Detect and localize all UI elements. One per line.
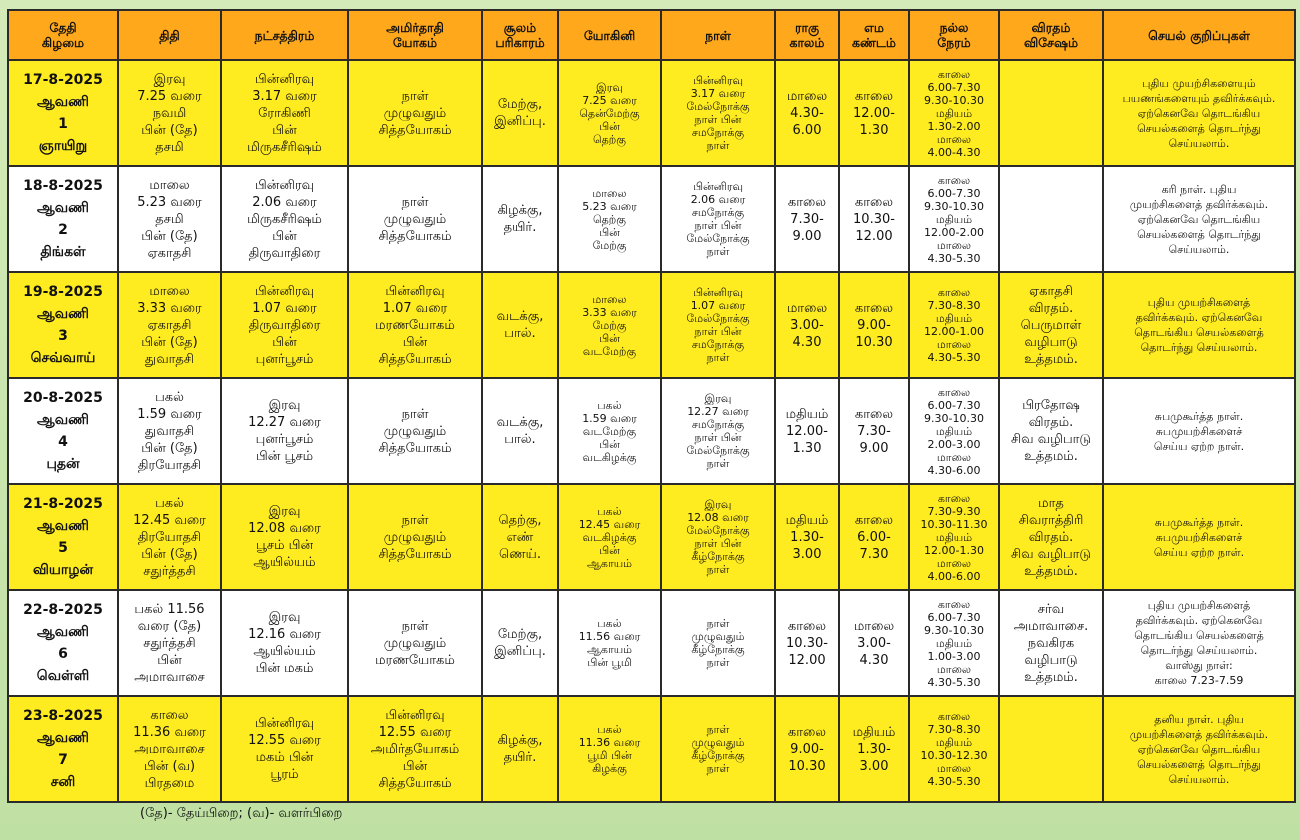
star-cell: பின்னிரவு 3.17 வரை ரோகிணி பின் மிருகசீரிஷம் [221, 60, 348, 166]
nalla-neram-cell: காலை 6.00-7.30 9.30-10.30 மதியம் 12.00-2.00 மாலை 4.30-5.30 [909, 166, 999, 272]
nalla-neram-cell: காலை 6.00-7.30 9.30-10.30 மதியம் 1.00-3.00 மாலை 4.30-5.30 [909, 590, 999, 696]
naal-cell: பின்னிரவு 3.17 வரை மேல்நோக்கு நாள் பின் சமநோக்கு நாள் [661, 60, 775, 166]
star-cell: பின்னிரவு 12.55 வரை மகம் பின் பூரம் [221, 696, 348, 802]
nalla-neram-cell: காலை 7.30-9.30 10.30-11.30 மதியம் 12.00-1.30 மாலை 4.00-6.00 [909, 484, 999, 590]
table-row [8, 484, 1295, 590]
viratham-cell [999, 60, 1103, 166]
star-cell: இரவு 12.27 வரை புனர்பூசம் பின் பூசம் [221, 378, 348, 484]
thithi-cell: காலை 11.36 வரை அமாவாசை பின் (வ) பிரதமை [118, 696, 221, 802]
notes-cell: சுபமுகூர்த்த நாள். சுபமுயற்சிகளைச் செய்ய ஏற்ற நாள். [1103, 484, 1295, 590]
column-header: நல்ல நேரம் [909, 10, 999, 60]
thithi-cell: பகல் 1.59 வரை துவாதசி பின் (தே) திரயோதசி [118, 378, 221, 484]
notes-cell: சுபமுகூர்த்த நாள். சுபமுயற்சிகளைச் செய்ய ஏற்ற நாள். [1103, 378, 1295, 484]
viratham-cell: மாத சிவராத்திரி விரதம். சிவ வழிபாடு உத்தமம். [999, 484, 1103, 590]
date-cell: 18-8-2025 ஆவணி 2 திங்கள் [8, 166, 118, 272]
rahu-kalam-cell: காலை 9.00- 10.30 [775, 696, 839, 802]
viratham-cell: ஏகாதசி விரதம். பெருமாள் வழிபாடு உத்தமம். [999, 272, 1103, 378]
table-row [8, 272, 1295, 378]
column-header: விரதம் விசேஷம் [999, 10, 1103, 60]
rahu-kalam-cell: மாலை 4.30- 6.00 [775, 60, 839, 166]
column-header: திதி [118, 10, 221, 60]
naal-cell: இரவு 12.27 வரை சமநோக்கு நாள் பின் மேல்நோக்கு நாள் [661, 378, 775, 484]
table-body [8, 60, 1295, 802]
nalla-neram-cell: காலை 6.00-7.30 9.30-10.30 மதியம் 2.00-3.00 மாலை 4.30-6.00 [909, 378, 999, 484]
viratham-cell [999, 166, 1103, 272]
column-header: எம கண்டம் [839, 10, 909, 60]
soolam-cell: மேற்கு, இனிப்பு. [482, 590, 558, 696]
nalla-neram-cell: காலை 7.30-8.30 மதியம் 12.00-1.00 மாலை 4.30-5.30 [909, 272, 999, 378]
column-header: யோகினி [558, 10, 661, 60]
rahu-kalam-cell: மதியம் 12.00- 1.30 [775, 378, 839, 484]
table-row [8, 60, 1295, 166]
thithi-cell: மாலை 3.33 வரை ஏகாதசி பின் (தே) துவாதசி [118, 272, 221, 378]
thithi-cell: இரவு 7.25 வரை நவமி பின் (தே) தசமி [118, 60, 221, 166]
ema-kandam-cell: காலை 12.00- 1.30 [839, 60, 909, 166]
naal-cell: பின்னிரவு 2.06 வரை சமநோக்கு நாள் பின் மேல்நோக்கு நாள் [661, 166, 775, 272]
soolam-cell: வடக்கு, பால். [482, 272, 558, 378]
yogam-cell: நாள் முழுவதும் சித்தயோகம் [348, 60, 482, 166]
column-header: தேதி கிழமை [8, 10, 118, 60]
date-cell: 23-8-2025 ஆவணி 7 சனி [8, 696, 118, 802]
naal-cell: பின்னிரவு 1.07 வரை மேல்நோக்கு நாள் பின் சமநோக்கு நாள் [661, 272, 775, 378]
naal-cell: நாள் முழுவதும் கீழ்நோக்கு நாள் [661, 590, 775, 696]
rahu-kalam-cell: மதியம் 1.30- 3.00 [775, 484, 839, 590]
soolam-cell: மேற்கு, இனிப்பு. [482, 60, 558, 166]
soolam-cell: தெற்கு, எண் ணெய். [482, 484, 558, 590]
soolam-cell: வடக்கு, பால். [482, 378, 558, 484]
viratham-cell: பிரதோஷ விரதம். சிவ வழிபாடு உத்தமம். [999, 378, 1103, 484]
ema-kandam-cell: மதியம் 1.30- 3.00 [839, 696, 909, 802]
table-row [8, 378, 1295, 484]
yogam-cell: பின்னிரவு 1.07 வரை மரணயோகம் பின் சித்தயோகம் [348, 272, 482, 378]
ema-kandam-cell: காலை 6.00- 7.30 [839, 484, 909, 590]
thithi-cell: பகல் 12.45 வரை திரயோதசி பின் (தே) சதுர்த்தசி [118, 484, 221, 590]
table-row [8, 696, 1295, 802]
panchangam-table [7, 9, 1296, 803]
ema-kandam-cell: காலை 9.00- 10.30 [839, 272, 909, 378]
yogini-cell: பகல் 11.56 வரை ஆகாயம் பின் பூமி [558, 590, 661, 696]
ema-kandam-cell: காலை 10.30- 12.00 [839, 166, 909, 272]
yogini-cell: பகல் 1.59 வரை வடமேற்கு பின் வடகிழக்கு [558, 378, 661, 484]
notes-cell: புதிய முயற்சிகளையும் பயணங்களையும் தவிர்க்கவும். ஏற்கெனவே தொடங்கிய செயல்களைத் தொடர்ந்து செய்யலாம். [1103, 60, 1295, 166]
star-cell: பின்னிரவு 1.07 வரை திருவாதிரை பின் புனர்பூசம் [221, 272, 348, 378]
table-row [8, 166, 1295, 272]
yogini-cell: மாலை 5.23 வரை தெற்கு பின் மேற்கு [558, 166, 661, 272]
yogini-cell: இரவு 7.25 வரை தென்மேற்கு பின் தெற்கு [558, 60, 661, 166]
ema-kandam-cell: காலை 7.30- 9.00 [839, 378, 909, 484]
table-row [8, 590, 1295, 696]
date-cell: 21-8-2025 ஆவணி 5 வியாழன் [8, 484, 118, 590]
date-cell: 20-8-2025 ஆவணி 4 புதன் [8, 378, 118, 484]
thithi-cell: மாலை 5.23 வரை தசமி பின் (தே) ஏகாதசி [118, 166, 221, 272]
yogam-cell: நாள் முழுவதும் சித்தயோகம் [348, 166, 482, 272]
rahu-kalam-cell: காலை 10.30- 12.00 [775, 590, 839, 696]
viratham-cell [999, 696, 1103, 802]
column-header: சூலம் பரிகாரம் [482, 10, 558, 60]
viratham-cell: சர்வ அமாவாசை. நவகிரக வழிபாடு உத்தமம். [999, 590, 1103, 696]
notes-cell: தனிய நாள். புதிய முயற்சிகளைத் தவிர்க்கவும். ஏற்கெனவே தொடங்கிய செயல்களைத் தொடர்ந்து செய்யலாம். [1103, 696, 1295, 802]
yogam-cell: நாள் முழுவதும் சித்தயோகம் [348, 484, 482, 590]
thithi-cell: பகல் 11.56 வரை (தே) சதுர்த்தசி பின் அமாவாசை [118, 590, 221, 696]
footnote: (தே)- தேய்பிறை; (வ)- வளர்பிறை [140, 806, 343, 821]
yogini-cell: பகல் 11.36 வரை பூமி பின் கிழக்கு [558, 696, 661, 802]
column-header: நாள் [661, 10, 775, 60]
yogam-cell: நாள் முழுவதும் சித்தயோகம் [348, 378, 482, 484]
yogam-cell: பின்னிரவு 12.55 வரை அமிர்தயோகம் பின் சித்தயோகம் [348, 696, 482, 802]
star-cell: இரவு 12.08 வரை பூசம் பின் ஆயில்யம் [221, 484, 348, 590]
notes-cell: கரி நாள். புதிய முயற்சிகளைத் தவிர்க்கவும். ஏற்கெனவே தொடங்கிய செயல்களைத் தொடர்ந்து செய்யலாம். [1103, 166, 1295, 272]
rahu-kalam-cell: மாலை 3.00- 4.30 [775, 272, 839, 378]
soolam-cell: கிழக்கு, தயிர். [482, 696, 558, 802]
notes-cell: புதிய முயற்சிகளைத் தவிர்க்கவும். ஏற்கெனவே தொடங்கிய செயல்களைத் தொடர்ந்து செய்யலாம். வாஸ்து நாள்: காலை 7.23-7.59 [1103, 590, 1295, 696]
rahu-kalam-cell: காலை 7.30- 9.00 [775, 166, 839, 272]
date-cell: 22-8-2025 ஆவணி 6 வெள்ளி [8, 590, 118, 696]
naal-cell: இரவு 12.08 வரை மேல்நோக்கு நாள் பின் கீழ்நோக்கு நாள் [661, 484, 775, 590]
nalla-neram-cell: காலை 6.00-7.30 9.30-10.30 மதியம் 1.30-2.00 மாலை 4.00-4.30 [909, 60, 999, 166]
notes-cell: புதிய முயற்சிகளைத் தவிர்க்கவும். ஏற்கெனவே தொடங்கிய செயல்களைத் தொடர்ந்து செய்யலாம். [1103, 272, 1295, 378]
yogini-cell: பகல் 12.45 வரை வடகிழக்கு பின் ஆகாயம் [558, 484, 661, 590]
yogini-cell: மாலை 3.33 வரை மேற்கு பின் வடமேற்கு [558, 272, 661, 378]
nalla-neram-cell: காலை 7.30-8.30 மதியம் 10.30-12.30 மாலை 4.30-5.30 [909, 696, 999, 802]
header-row [8, 10, 1295, 60]
column-header: செயல் குறிப்புகள் [1103, 10, 1295, 60]
soolam-cell: கிழக்கு, தயிர். [482, 166, 558, 272]
naal-cell: நாள் முழுவதும் கீழ்நோக்கு நாள் [661, 696, 775, 802]
star-cell: இரவு 12.16 வரை ஆயில்யம் பின் மகம் [221, 590, 348, 696]
date-cell: 19-8-2025 ஆவணி 3 செவ்வாய் [8, 272, 118, 378]
ema-kandam-cell: மாலை 3.00- 4.30 [839, 590, 909, 696]
column-header: அமிர்தாதி யோகம் [348, 10, 482, 60]
column-header: நட்சத்திரம் [221, 10, 348, 60]
yogam-cell: நாள் முழுவதும் மரணயோகம் [348, 590, 482, 696]
star-cell: பின்னிரவு 2.06 வரை மிருகசீரிஷம் பின் திருவாதிரை [221, 166, 348, 272]
date-cell: 17-8-2025 ஆவணி 1 ஞாயிறு [8, 60, 118, 166]
column-header: ராகு காலம் [775, 10, 839, 60]
